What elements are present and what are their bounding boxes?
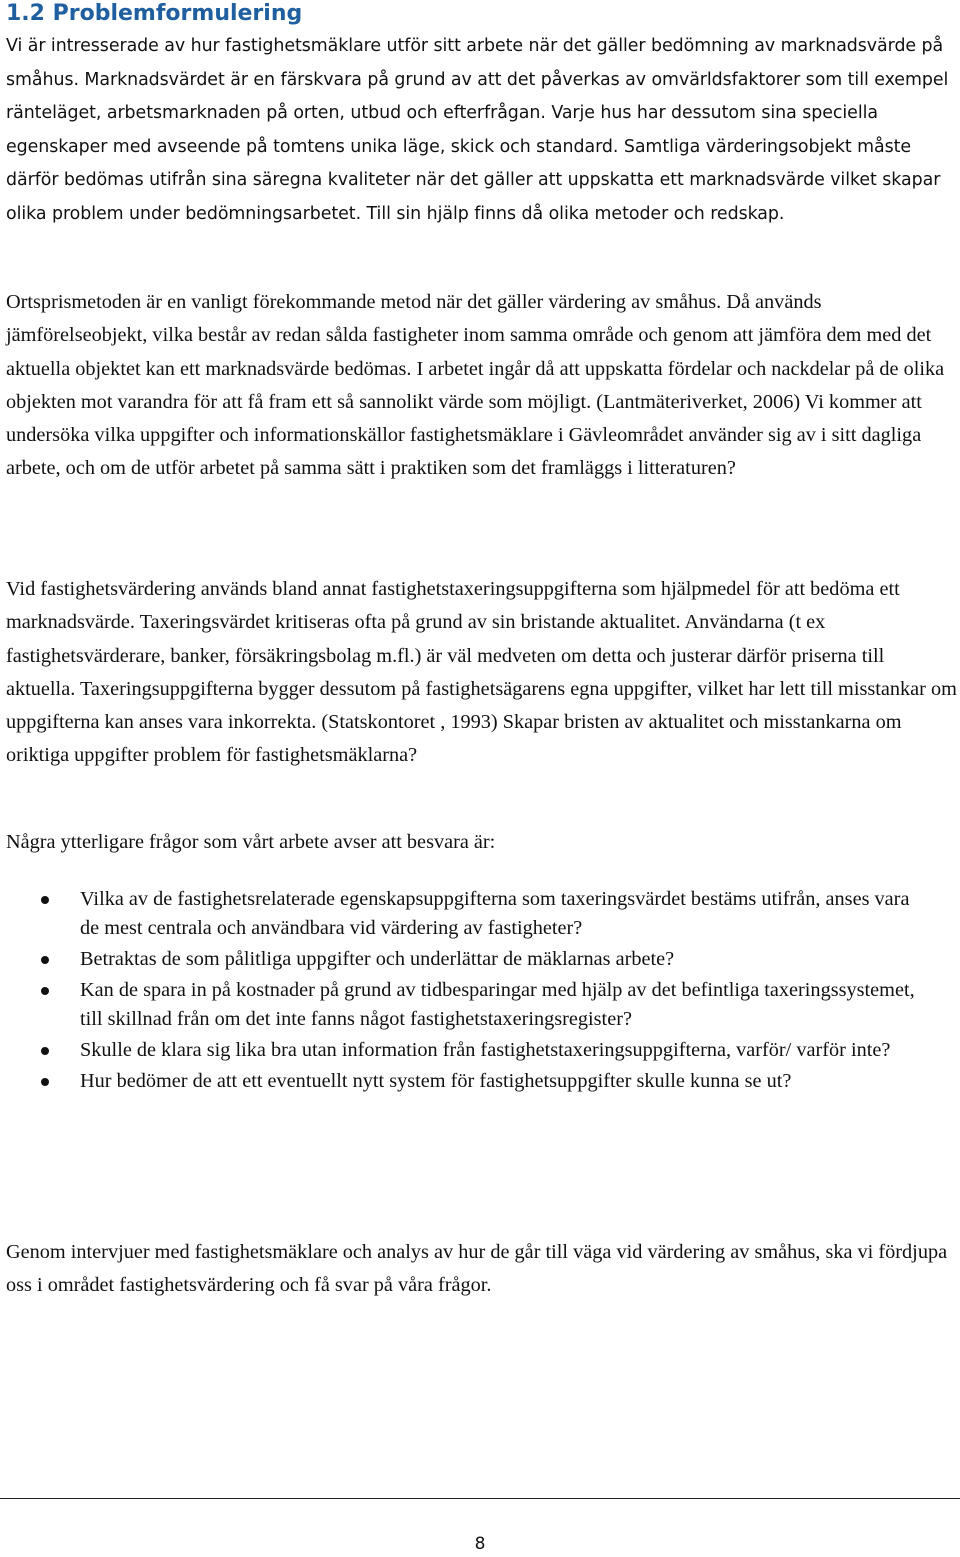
paragraph-intro: Vi är intresserade av hur fastighetsmäklare utför sitt arbete när det gäller bedömning av marknadsvärde på småhus. Marknadsvärdet är en färskvara på grund av att det påverkas av omvärldsfaktorer som till exempel ränteläget, arbetsmarknaden på orten, utbud och efterfrågan. Varje hus har dessutom sina speciella egenskaper med avseende på tomtens unika läge, skick och standard. Samtliga värderingsobjekt måste därför bedömas utifrån sina säregna kvaliteter när det gäller att uppskatta ett marknadsvärde vilket skapar olika problem under bedömningsarbetet. Till sin hjälp finns då olika metoder och redskap. — [6, 36, 949, 224]
list-item — [0, 976, 960, 1034]
list-item — [0, 1036, 960, 1065]
paragraph-questions-intro: Några ytterligare frågor som vårt arbete avser att besvara är: — [6, 831, 496, 853]
question-text: Vilka av de fastighetsrelaterade egenskapsuppgifterna som taxeringsvärdet bestäms utifrån, anses vara de mest centrala och användbara vid värdering av fastigheter? — [80, 888, 910, 939]
question-text: Hur bedömer de att ett eventuellt nytt system för fastighetsuppgifter skulle kunna se ut? — [80, 1070, 792, 1092]
bullet-icon — [41, 987, 49, 995]
bullet-icon — [41, 956, 49, 964]
list-item — [0, 885, 960, 943]
paragraph-taxering: Vid fastighetsvärdering används bland annat fastighetstaxeringsuppgifterna som hjälpmedel för att bedöma ett marknadsvärde. Taxeringsvärdet kritiseras ofta på grund av sin bristande aktualitet. Användarna (t ex fastighetsvärderare, banker, försäkringsbolag m.fl.) är väl medveten om detta och justerar därför priserna till aktuella. Taxeringsuppgifterna bygger dessutom på fastighetsägarens egna uppgifter, vilket har lett till misstankar om uppgifterna kan anses vara inkorrekta. (Statskontoret , 1993) Skapar bristen av aktualitet och misstankarna om oriktiga uppgifter problem för fastighetsmäklarna? — [6, 578, 957, 767]
question-list — [0, 885, 960, 1098]
bullet-icon — [41, 1047, 49, 1055]
page-number: 8 — [474, 1534, 486, 1554]
question-text: Skulle de klara sig lika bra utan information från fastighetstaxeringsuppgifterna, varför/ varför inte? — [80, 1039, 891, 1061]
bullet-icon — [41, 896, 49, 904]
question-text: Betraktas de som pålitliga uppgifter och underlättar de mäklarnas arbete? — [80, 948, 675, 970]
list-item — [0, 945, 960, 974]
bullet-icon — [41, 1078, 49, 1086]
paragraph-conclusion: Genom intervjuer med fastighetsmäklare och analys av hur de går till väga vid värdering av småhus, ska vi fördjupa oss i området fastighetsvärdering och få svar på våra frågor. — [6, 1241, 948, 1297]
paragraph-ortsprismetoden: Ortsprismetoden är en vanligt förekommande metod när det gäller värdering av småhus. Då används jämförelseobjekt, vilka består av redan sålda fastigheter inom samma område och genom att jämföra dem med det aktuella objektet kan ett marknadsvärde bedömas. I arbetet ingår då att uppskatta fördelar och nackdelar på de olika objekten mot varandra för att få fram ett så sannolikt värde som möjligt. (Lantmäteriverket, 2006) Vi kommer att undersöka vilka uppgifter och informationskällor fastighetsmäklare i Gävleområdet använder sig av i sitt dagliga arbete, och om de utför arbetet på samma sätt i praktiken som det framläggs i litteraturen? — [6, 291, 945, 480]
question-text: Kan de spara in på kostnader på grund av tidbesparingar med hjälp av det befintliga taxeringssystemet, till skillnad från om det inte fanns något fastighetstaxeringsregister? — [80, 979, 915, 1030]
footer-divider — [0, 1498, 960, 1499]
section-heading: 1.2 Problemformulering — [6, 1, 303, 26]
list-item — [0, 1067, 960, 1096]
